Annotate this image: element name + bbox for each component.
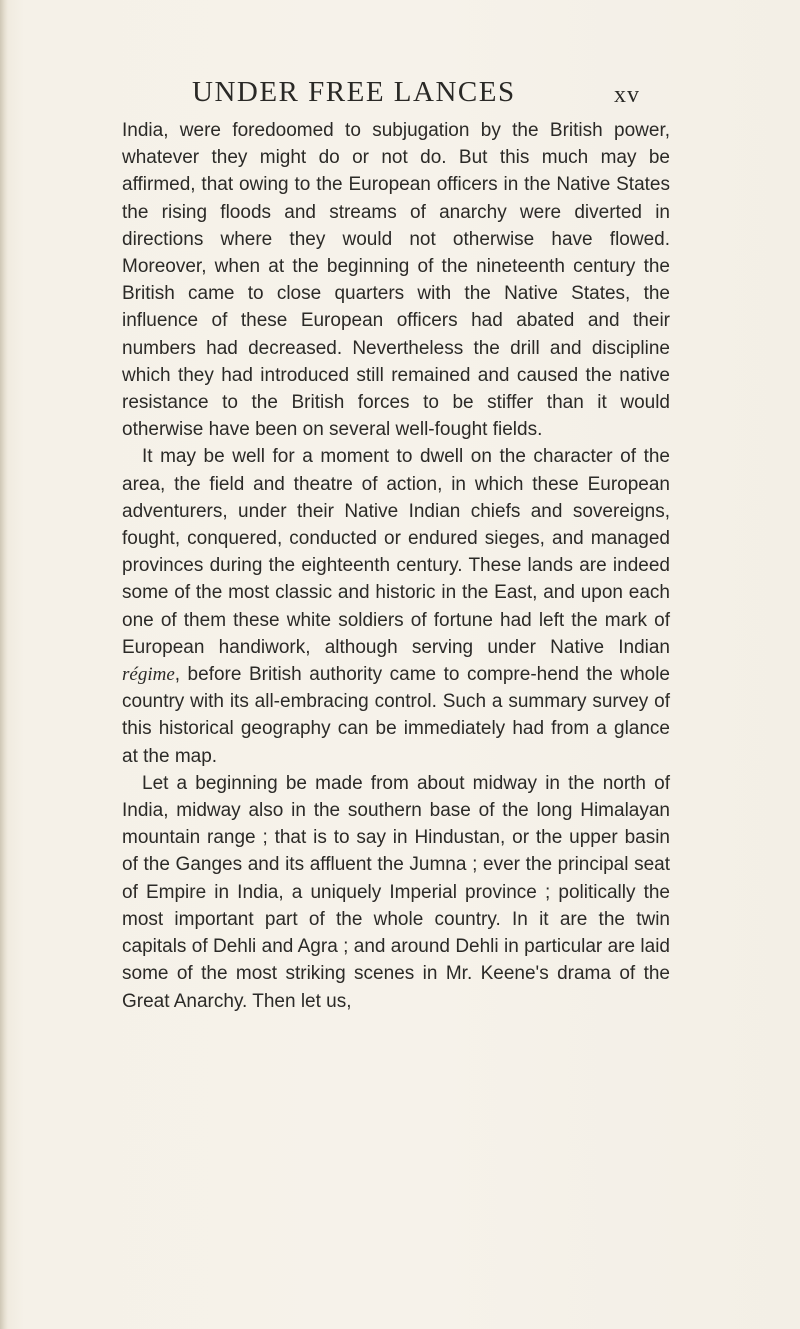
page-number: xv	[614, 82, 640, 108]
paragraph-1: India, were foredoomed to subjugation by the British power, whatever they might do or not do. But this much may be affirmed, that owing to the European officers in the Native States the rising floods and streams of anarchy were diverted in directions where they would not otherwise have flowed. Moreover, when at the beginning of the nineteenth century the British came to close quarters with the Native States, the influence of these European officers had abated and their numbers had decreased. Nevertheless the drill and discipline which they had introduced still remained and caused the native resistance to the British forces to be stiffer than it would otherwise have been on several well-fought fields.	[122, 120, 670, 441]
italic-word: régime	[122, 664, 175, 686]
paragraph-2-text-before: It may be well for a moment to dwell on the character of the area, the field and theatre of action, in which these European adventurers, under their Native Indian chiefs and sovereigns, fought, conquered, conducted or endured sieges, and managed provinces during the eighteenth century. These lands are indeed some of the most classic and historic in the East, and upon each one of them these white soldiers of fortune had left the mark of European handiwork, although serving under Native Indian	[122, 446, 670, 658]
paragraph-2	[122, 443, 670, 769]
running-title: UNDER FREE LANCES	[192, 76, 516, 108]
paragraph-2-text-after: , before British authority came to compre-hend the whole country with its all-embracing control. Such a summary survey of this historical geography can be immediately had from a glance at the map.	[122, 664, 670, 767]
body-text	[122, 117, 670, 1015]
paragraph-3: Let a beginning be made from about midway in the north of India, midway also in the southern base of the long Himalayan mountain range ; that is to say in Hindustan, or the upper basin of the Ganges and its affluent the Jumna ; ever the principal seat of Empire in India, a uniquely Imperial province ; politically the most important part of the whole country. In it are the twin capitals of Dehli and Agra ; and around Dehli in particular are laid some of the most striking scenes in Mr. Keene's drama of the Great Anarchy. Then let us,	[122, 772, 670, 1012]
page-binding-edge	[0, 0, 8, 1329]
running-header	[0, 76, 800, 112]
